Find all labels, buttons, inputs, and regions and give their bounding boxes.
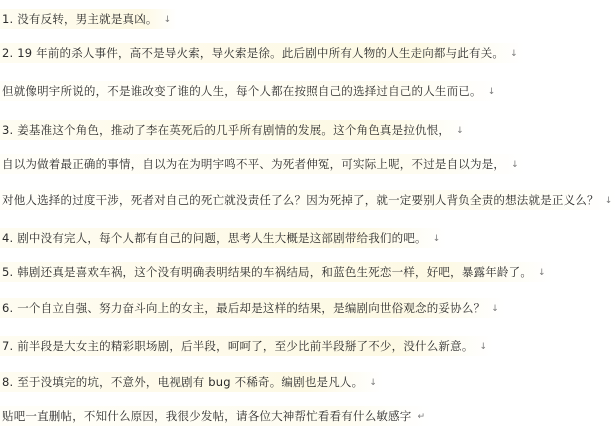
line-break-mark: ↵: [417, 412, 426, 422]
text-line: [0, 336, 493, 356]
line-text: 5. 韩剧还真是喜欢车祸，这个没有明确表明结果的车祸结局，和蓝色生死恋一样，好吧，暴露年龄了。: [2, 265, 533, 279]
line-text: 8. 至于没填完的坑，不意外，电视剧有 bug 不稀奇。编剧也是凡人。: [2, 375, 364, 389]
line-break-mark: ↓: [604, 196, 613, 206]
text-line: [0, 262, 552, 282]
line-break-mark: ↓: [163, 15, 172, 25]
line-text: 4. 剧中没有完人，每个人都有自己的问题，思考人生大概是这部剧带给我们的吧。: [2, 231, 427, 245]
line-break-mark: ↓: [510, 49, 518, 59]
line-break-mark: ↓: [369, 378, 378, 388]
text-line: [0, 154, 525, 174]
text-line: [0, 372, 383, 392]
line-text: 但就像明宇所说的，不是谁改变了谁的人生，每个人都在按照自己的选择过自己的人生而已。: [2, 84, 482, 98]
line-break-mark: ↓: [479, 342, 488, 352]
text-line: [0, 81, 501, 101]
line-break-mark: ↓: [538, 268, 546, 278]
text-line: [0, 190, 616, 210]
line-break-mark: ↓: [487, 87, 496, 97]
line-break-mark: ↓: [511, 160, 519, 170]
line-text: 对他人选择的过度干涉，死者对自己的死亡就没责任了么？因为死掉了，就一定要别人背负全责的想法就是正义么？: [2, 193, 599, 207]
text-line: [0, 120, 470, 140]
line-text: 6. 一个自立自强、努力奋斗向上的女主，最后却是这样的结果，是编剧向世俗观念的妥协么？: [2, 301, 486, 315]
text-line: [0, 43, 524, 63]
text-line: [0, 406, 431, 426]
line-text: 2. 19 年前的杀人事件，高不是导火索，导火索是徐。此后剧中所有人物的人生走向都与此有关。: [2, 46, 505, 60]
line-text: 1. 没有反转，男主就是真凶。: [2, 12, 158, 26]
line-text: 贴吧一直删帖，不知什么原因，我很少发帖，请各位大神帮忙看看有什么敏感字: [2, 409, 412, 423]
line-break-mark: ↓: [491, 304, 499, 314]
text-line: [0, 298, 505, 318]
line-text: 自以为做着最正确的事情，自以为在为明宇鸣不平、为死者伸冤，可实际上呢，不过是自以为是，: [2, 157, 506, 171]
line-break-mark: ↓: [432, 234, 441, 244]
text-line: [0, 228, 446, 248]
line-text: 7. 前半段是大女主的精彩职场剧，后半段，呵呵了，至少比前半段掰了不少，没什么新意。: [2, 339, 474, 353]
text-line: [0, 9, 177, 29]
line-text: 3. 姜基准这个角色，推动了李在英死后的几乎所有剧情的发展。这个角色真是拉仇恨，: [2, 123, 451, 137]
line-break-mark: ↓: [456, 126, 464, 136]
